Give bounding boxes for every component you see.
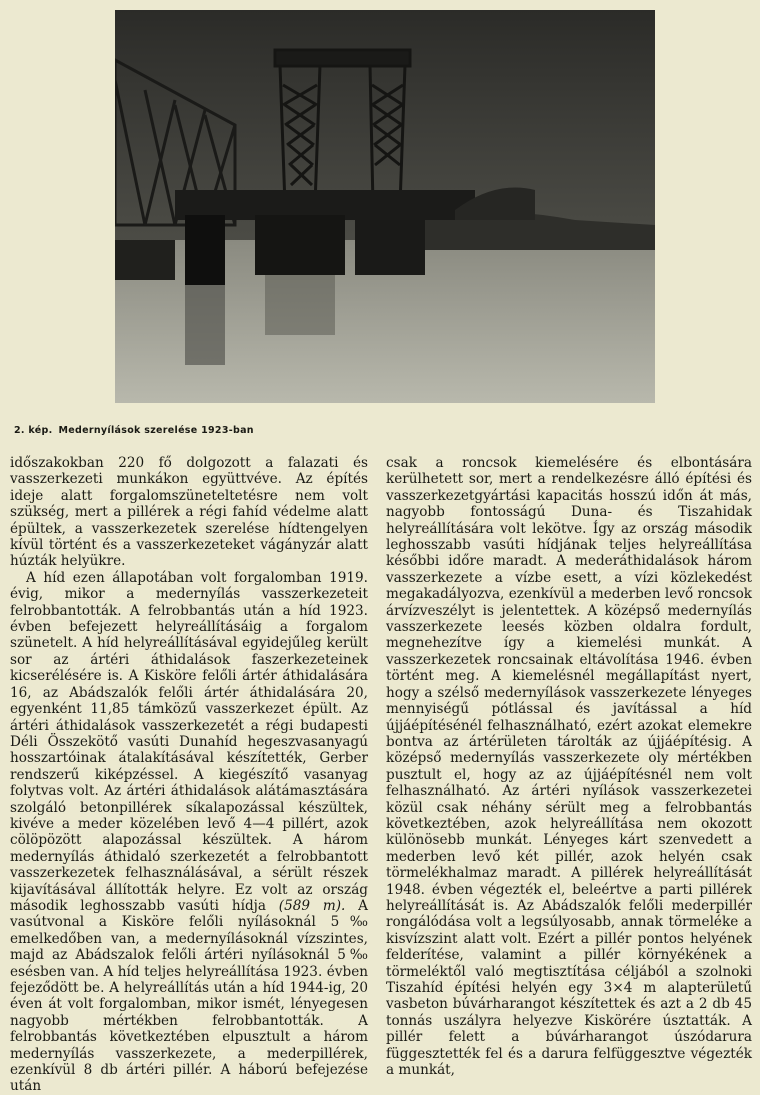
- figure-caption: [14, 425, 414, 436]
- paragraph-text: A híd ezen állapotában volt forgalomban 1919. évig, mikor a medernyílás vasszerkezeteit felrobbantották. A felrobbantás után a híd 1923. évben befejezett helyreállításáig a forgalom szünetelt. A híd helyreállításával egyidejűleg került sor az ártéri áthidalások faszerkezeteinek kicserélésére is. A Kisköre felőli ártér áthidalására 16, az Abádszalók felőli ártér áthidalására 20, egyenként 11,85 támközű vasszerkezet épült. Az ártéri áthidalások vasszerkezetét a régi budapesti Déli Összekötő vasúti Dunahíd hegeszvasanyagú hosszartóinak átalakításával készítették, Gerber rendszerű kiképzéssel. A kiegészítő vasanyag folytvas volt. Az ártéri áthidalások alátámasztására szolgáló betonpillérek síkalapozással készültek, kivéve a meder közelében levő 4—4 pillért, azok cölöpözött alapozással készültek. A három medernyílás áthidaló szerkezetét a felrobbantott vasszerkezetek felhasználásával, a sérült részek kijavításával állították helyre. Ez volt az ország második leghosszabb vasúti hídja: [10, 569, 368, 914]
- figure-caption-label: 2. kép.: [14, 425, 53, 436]
- paragraph-text: A vasútvonal a Kisköre felőli nyílásoknál 5‰ emelkedőben van, a medernyílásoknál vízszintes, majd az Abádszalok felőli ártéri nyílásoknál 5‰ esésben van. A híd teljes helyreállítása 1923. évben fejeződött be. A helyreállítás után a híd 1944-ig, 20 éven át volt forgalomban, mikor ismét, lényegesen nagyobb mértékben felrobbantották. A felrobbantás következtében elpusztult a három medernyílás vasszerkezete, a mederpillérek, ezenkívül 8 db ártéri pillér. A háború befejezése után: [10, 897, 368, 1095]
- left-text-column: [10, 455, 368, 1095]
- bridge-photo: [115, 10, 655, 403]
- paragraph: időszakokban 220 fő dolgozott a falazati és vasszerkezeti munkákon együttvéve. Az építés ideje alatt forgalomszüneteltetésre nem volt szükség, mert a pillérek a régi fahíd védelme alatt épültek, a vasszerkezetek szerelése hídtengelyen kívül történt és a vasszerkezeteket vágányzár alatt húzták helyükre.: [10, 455, 368, 570]
- bridge-length: (589 m).: [278, 897, 346, 914]
- paragraph: [10, 570, 368, 1095]
- bridge-photo-image: [115, 10, 655, 403]
- figure-caption-text: Medernyílások szerelése 1923-ban: [58, 425, 254, 436]
- right-text-column: [386, 455, 752, 1078]
- paragraph: csak a roncsok kiemelésére és elbontására kerülhetett sor, mert a rendelkezésre álló építési és vasszerkezetgyártási kapacitás hosszú időn át más, nagyobb fontosságú Duna- és Tiszahidak helyreállítására volt lekötve. Így az ország második leghosszabb vasúti hídjának teljes helyreállítása későbbi időre maradt. A mederáthidalások három vasszerkezete a vízbe esett, a vízi közlekedést megakadályozva, ezenkívül a mederben levő roncsok árvízveszélyt is jelentettek. A középső medernyílás vasszerkezete leesés közben oldalra fordult, megnehezítve így a kiemelési munkát. A vasszerkezetek roncsainak eltávolítása 1946. évben történt meg. A kiemelésnél megállapítást nyert, hogy a szélső medernyílások vasszerkezete lényeges mennyiségű pótlással és javítással a híd újjáépítésénél felhasználható, ezért azokat elemekre bontva az ártérületen tárolták az újjáépítésig. A középső medernyílás vasszerkezete oly mértékben pusztult el, hogy az az újjáépítésnél nem volt felhasználható. Az ártéri nyílások vasszerkezetei közül csak néhány sérült meg a felrobbantás következtében, azok helyreállítása nem okozott különösebb munkát. Lényeges kárt szenvedett a mederben levő két pillér, azok helyén csak törmelékhalmaz maradt. A pillérek helyreállítását 1948. évben végezték el, beleértve a parti pillérek helyreállítását is. Az Abádszalók felőli mederpillér rongálódása volt a legsúlyosabb, annak törmeléke a kisvízszint alatt volt. Ezért a pillér pontos helyének felderítése, valamint a pillér környékének a törmeléktől való megtisztítása céljából a szolnoki Tiszahíd építési helyén egy 3×4 m alapterületű vasbeton búvárharangot készítettek és azt a 2 db 45 tonnás uszályra helyezve Kiskörére úsztatták. A pillér felett a búvárharangot úszódarura függesztették fel és a darura felfüggesztve végezték a munkát,: [386, 455, 752, 1079]
